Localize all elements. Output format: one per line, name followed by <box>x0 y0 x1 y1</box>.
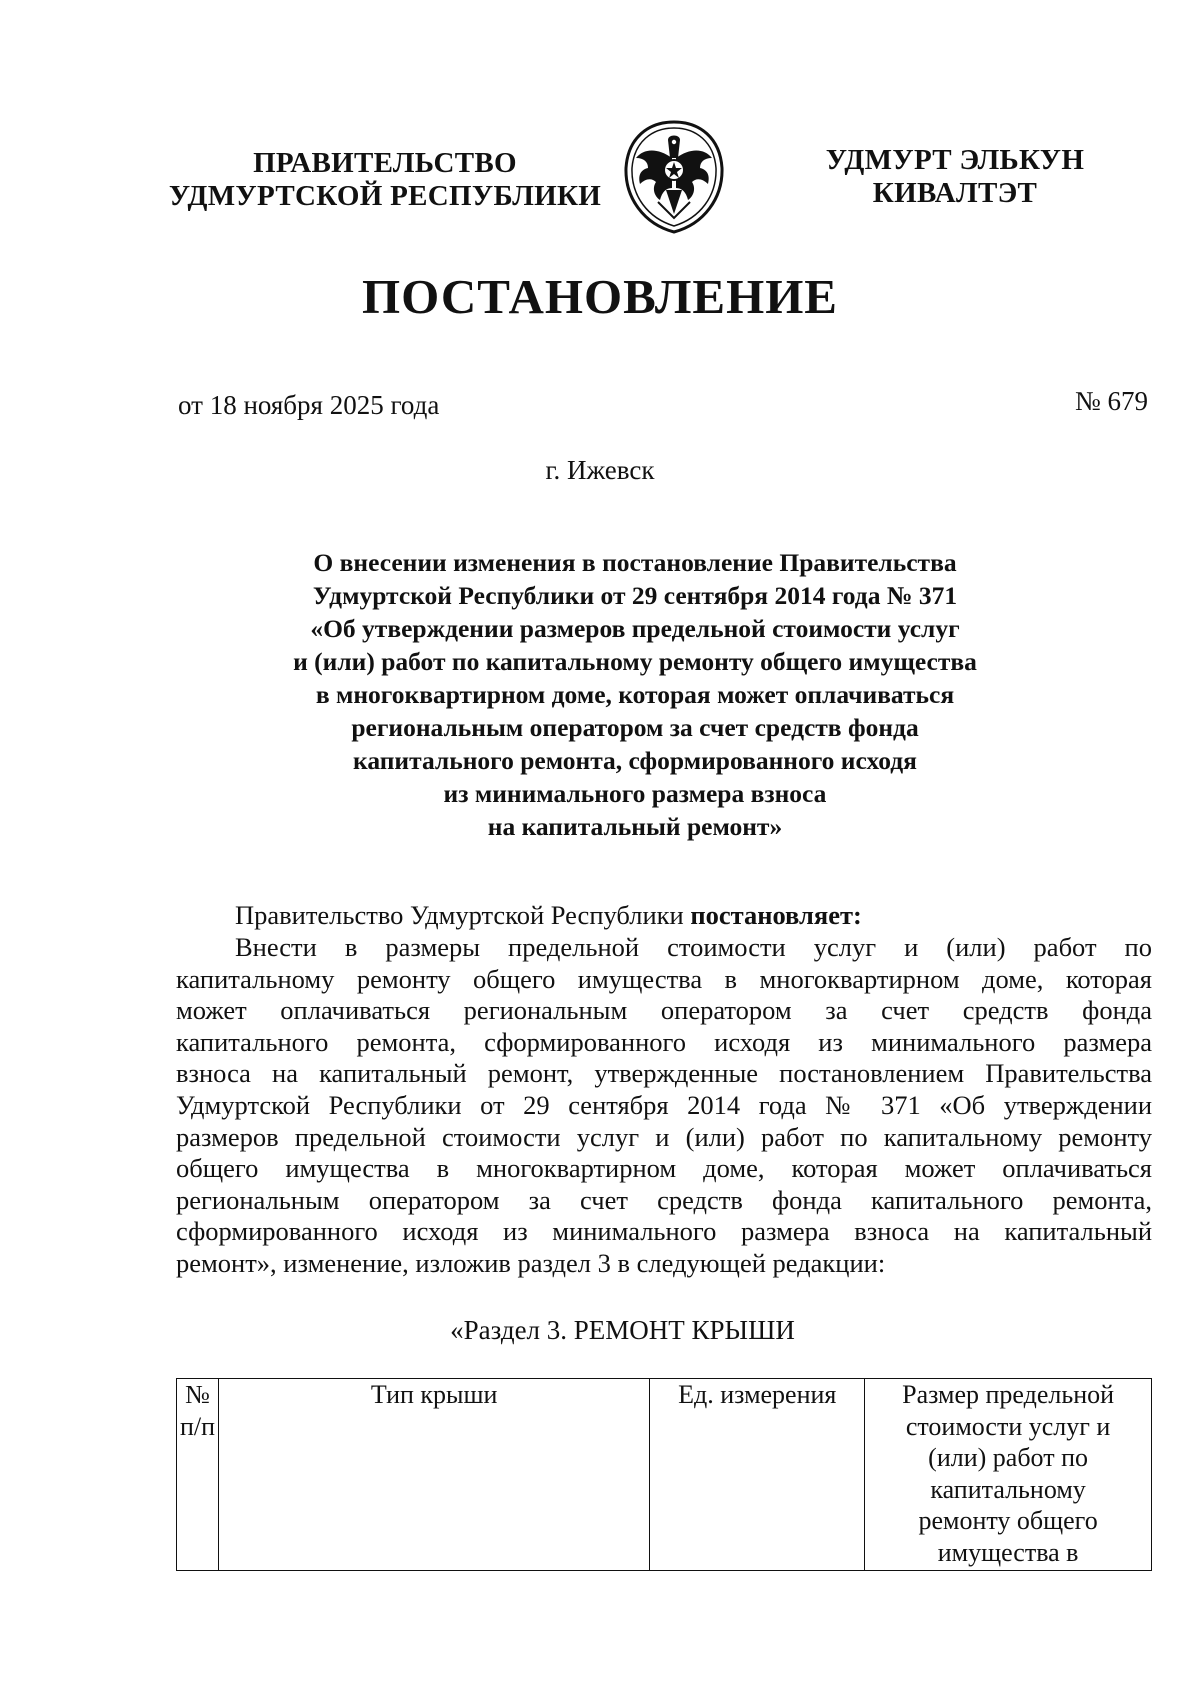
column-header-max-cost-line: имущества в <box>937 1537 1079 1567</box>
column-header-max-cost-line: ремонту общего <box>918 1506 1098 1535</box>
body-paragraph <box>176 932 1152 1280</box>
preamble-text: Правительство Удмуртской Республики <box>235 900 691 930</box>
government-name-russian <box>165 147 605 213</box>
column-header-max-cost-line: капитальному <box>930 1474 1086 1504</box>
government-name-udmurt-line-2: КИВАЛТЭТ <box>872 177 1038 209</box>
subject-line: на капитальный ремонт» <box>487 812 783 841</box>
column-header-max-cost-line: (или) работ по <box>928 1443 1088 1472</box>
subject-line: региональным оператором за счет средств фонда <box>351 713 919 742</box>
body-line: ремонт», изменение, изложив раздел 3 в следующей редакции: <box>176 1247 886 1278</box>
subject-line: О внесении изменения в постановление Правительства <box>313 548 957 577</box>
body-line: Удмуртской Республики от 29 сентября 2014 года № 371 «Об утверждении <box>176 1089 1152 1120</box>
subject-line: в многоквартирном доме, которая может оплачиваться <box>315 680 955 709</box>
subject-line: и (или) работ по капитальному ремонту общего имущества <box>293 647 977 676</box>
document-city: г. Ижевск <box>545 455 655 485</box>
table-header-row <box>177 1379 1152 1571</box>
document-title: ПОСТАНОВЛЕНИЕ <box>362 269 838 324</box>
coat-of-arms-icon <box>618 118 730 236</box>
document-subject <box>200 546 1070 843</box>
section-title: «Раздел 3. РЕМОНТ КРЫШИ <box>450 1315 795 1345</box>
subject-line: «Об утверждении размеров предельной стоимости услуг <box>310 614 960 643</box>
subject-line: капитального ремонта, сформированного исходя <box>353 746 917 775</box>
column-header-number-line: п/п <box>179 1411 216 1441</box>
body-line: капитального ремонта, сформированного исходя из минимального размера <box>176 1026 1152 1057</box>
column-header-number-line: № <box>185 1380 210 1409</box>
preamble-decision: постановляет: <box>690 900 862 930</box>
body-line: общего имущества в многоквартирном доме, которая может оплачиваться <box>176 1153 1152 1184</box>
document-number: № 679 <box>1074 386 1148 416</box>
column-header-max-cost-line: стоимости услуг и <box>905 1411 1111 1441</box>
body-line: сформированного исходя из минимального размера взноса на капитальный <box>176 1216 1152 1247</box>
column-header-max-cost <box>865 1379 1152 1571</box>
body-line: размеров предельной стоимости услуг и (или) работ по капитальному ремонту <box>176 1121 1152 1152</box>
government-name-line-1: ПРАВИТЕЛЬСТВО <box>253 147 517 179</box>
subject-line: Удмуртской Республики от 29 сентября 2014 года № 371 <box>312 581 958 610</box>
preamble <box>235 900 862 931</box>
roof-cost-table <box>176 1378 1152 1571</box>
body-line: капитальному ремонту общего имущества в многоквартирном доме, которая <box>176 963 1152 994</box>
document-date: от 18 ноября 2025 года <box>178 390 440 420</box>
column-header-max-cost-line: Размер предельной <box>902 1380 1115 1409</box>
government-name-udmurt <box>800 144 1110 210</box>
column-header-number <box>177 1379 219 1571</box>
column-header-roof-type: Тип крыши <box>218 1379 649 1571</box>
subject-line: из минимального размера взноса <box>443 779 827 808</box>
body-line: Внести в размеры предельной стоимости услуг и (или) работ по <box>235 932 1152 962</box>
government-name-udmurt-line-1: УДМУРТ ЭЛЬКУН <box>825 144 1085 176</box>
body-line: может оплачиваться региональным оператором за счет средств фонда <box>176 995 1152 1026</box>
body-line: взноса на капитальный ремонт, утвержденные постановлением Правительства <box>176 1058 1152 1089</box>
government-name-line-2: УДМУРТСКОЙ РЕСПУБЛИКИ <box>168 180 602 212</box>
column-header-unit: Ед. измерения <box>650 1379 865 1571</box>
body-line: региональным оператором за счет средств фонда капитального ремонта, <box>176 1184 1152 1215</box>
